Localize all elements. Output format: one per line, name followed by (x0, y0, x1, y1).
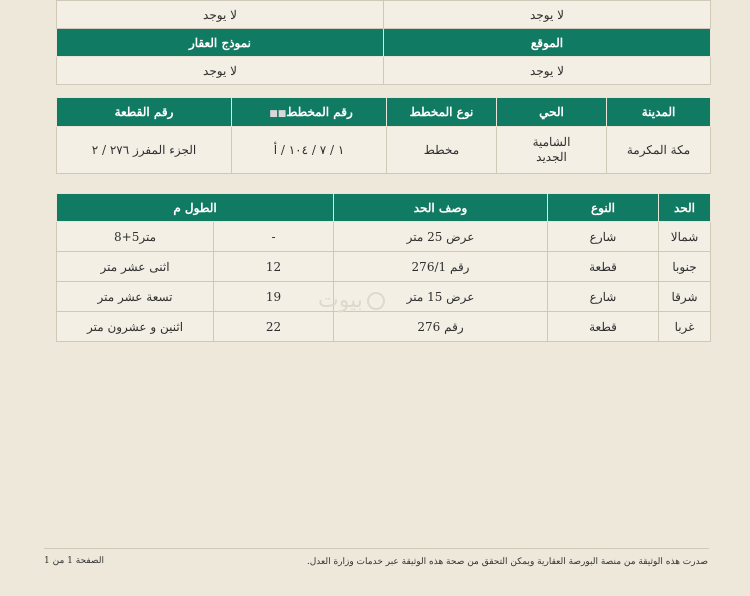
border-cell: جنوبا (659, 252, 711, 282)
length-number-cell: 12 (214, 252, 334, 282)
page-number: الصفحة 1 من 1 (44, 556, 104, 566)
description-cell: عرض 25 متر (334, 222, 548, 252)
plan-type-header: نوع المخطط (387, 98, 497, 127)
property-location-table (56, 0, 711, 85)
table-row (57, 312, 711, 342)
watermark (318, 288, 385, 313)
border-header: الحد (659, 194, 711, 222)
length-header: الطول م (57, 194, 334, 222)
description-header: وصف الحد (334, 194, 548, 222)
table-row (57, 252, 711, 282)
footer-divider (44, 548, 709, 549)
borders-table (56, 193, 711, 342)
description-cell: عرض 15 متر (334, 282, 548, 312)
location-value-top: لا يوجد (384, 1, 711, 29)
length-number-cell: - (214, 222, 334, 252)
district-header: الحي (497, 98, 607, 127)
length-text-cell: اثنى عشر متر (57, 252, 214, 282)
plot-number-header: رقم القطعة (57, 98, 232, 127)
city-header: المدينة (607, 98, 711, 127)
description-cell: رقم 276/1 (334, 252, 548, 282)
type-header: النوع (548, 194, 659, 222)
border-cell: غربا (659, 312, 711, 342)
plot-info-table (56, 97, 711, 174)
length-number-cell: 22 (214, 312, 334, 342)
plan-number-header-label: رقم المخطط (286, 105, 353, 119)
property-model-header: نموذج العقار (57, 29, 384, 57)
property-model-value: لا يوجد (57, 57, 384, 85)
border-cell: شرقا (659, 282, 711, 312)
table-row (57, 222, 711, 252)
footer-note: صدرت هذه الوثيقة من منصة البورصة العقارية ويمكن التحقق من صحة هذه الوثيقة عبر خدمات وزارة العدل. (306, 557, 708, 567)
logo-icon (367, 292, 385, 310)
plan-number-value: ١ / ٧ / ١٠٤ / أ (232, 127, 387, 174)
description-cell: رقم 276 (334, 312, 548, 342)
type-cell: قطعة (548, 252, 659, 282)
district-value: الشامية الجديد (497, 127, 607, 174)
plot-number-value: الجزء المفرز ٢٧٦ / ٢ (57, 127, 232, 174)
length-text-cell: متر5+8 (57, 222, 214, 252)
city-value: مكة المكرمة (607, 127, 711, 174)
location-value: لا يوجد (384, 57, 711, 85)
dots-icon: ■■ (269, 109, 287, 119)
watermark-text: بيوت (318, 288, 363, 313)
type-cell: شارع (548, 222, 659, 252)
length-text-cell: تسعة عشر متر (57, 282, 214, 312)
plan-type-value: مخطط (387, 127, 497, 174)
border-cell: شمالا (659, 222, 711, 252)
length-text-cell: اثنين و عشرون متر (57, 312, 214, 342)
plan-number-header (232, 98, 387, 127)
property-model-value-top: لا يوجد (57, 1, 384, 29)
type-cell: شارع (548, 282, 659, 312)
type-cell: قطعة (548, 312, 659, 342)
location-header: الموقع (384, 29, 711, 57)
length-number-cell: 19 (214, 282, 334, 312)
